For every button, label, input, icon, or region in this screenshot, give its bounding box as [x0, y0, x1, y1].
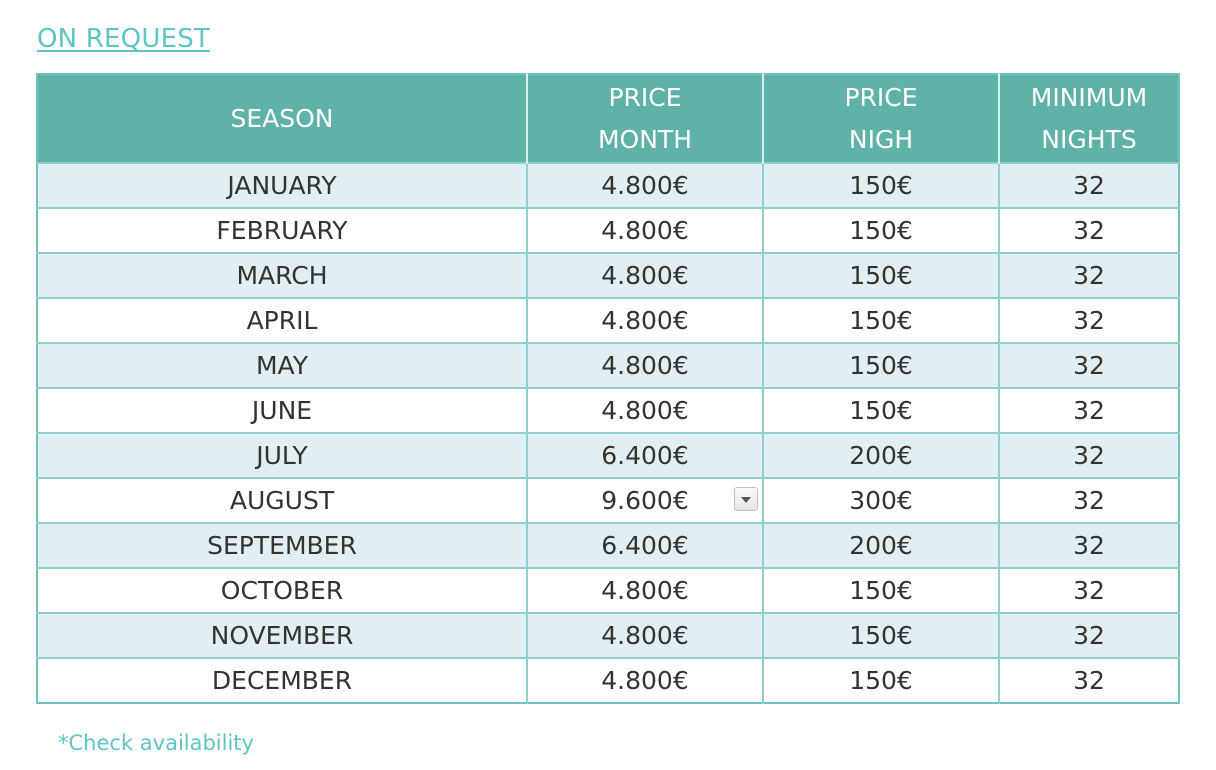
price-month-cell [527, 433, 763, 478]
season-cell [37, 163, 527, 208]
price-month-cell [527, 388, 763, 433]
price-month-cell-value: 6.400€ [601, 531, 689, 560]
price-night-cell-value: 200€ [849, 531, 913, 560]
minimum-nights-cell-value: 32 [1073, 486, 1105, 515]
price-month-cell-value: 4.800€ [601, 216, 689, 245]
minimum-nights-cell [999, 343, 1179, 388]
price-night-cell-value: 150€ [849, 306, 913, 335]
price-night-cell [763, 208, 999, 253]
season-price-table [36, 73, 1180, 704]
price-month-cell [527, 613, 763, 658]
minimum-nights-cell [999, 163, 1179, 208]
header-minimum-nights-line: NIGHTS [1041, 124, 1137, 154]
price-night-cell [763, 388, 999, 433]
price-month-cell [527, 478, 763, 523]
table-row [37, 298, 1179, 343]
price-night-cell-value: 150€ [849, 576, 913, 605]
season-cell-value: OCTOBER [220, 576, 344, 605]
minimum-nights-cell [999, 478, 1179, 523]
header-minimum-nights-line: MINIMUM [1030, 82, 1148, 112]
minimum-nights-cell-value: 32 [1073, 666, 1105, 695]
season-cell-value: JUNE [251, 396, 313, 425]
price-month-cell [527, 343, 763, 388]
price-month-cell [527, 568, 763, 613]
season-cell [37, 388, 527, 433]
season-cell [37, 253, 527, 298]
header-price-month [527, 74, 763, 163]
header-price-night-line: NIGH [848, 124, 914, 154]
season-cell-value: JULY [256, 441, 308, 470]
minimum-nights-cell-value: 32 [1073, 171, 1105, 200]
chevron-down-icon [741, 497, 751, 503]
price-night-cell [763, 433, 999, 478]
minimum-nights-cell [999, 298, 1179, 343]
price-month-cell-value: 4.800€ [601, 306, 689, 335]
season-cell [37, 298, 527, 343]
price-night-cell [763, 298, 999, 343]
price-night-cell [763, 613, 999, 658]
table-header-row [37, 74, 1179, 163]
price-month-cell-value: 4.800€ [601, 396, 689, 425]
price-month-cell-value: 4.800€ [601, 576, 689, 605]
minimum-nights-cell-value: 32 [1073, 306, 1105, 335]
header-season-line: SEASON [230, 103, 334, 133]
season-cell-value: JANUARY [227, 171, 337, 200]
minimum-nights-cell-value: 32 [1073, 576, 1105, 605]
price-month-cell-value: 4.800€ [601, 351, 689, 380]
season-cell [37, 208, 527, 253]
season-cell-value: DECEMBER [211, 666, 353, 695]
table-row [37, 568, 1179, 613]
season-cell [37, 568, 527, 613]
season-cell-value: MARCH [236, 261, 328, 290]
minimum-nights-cell [999, 658, 1179, 703]
season-cell-value: NOVEMBER [210, 621, 354, 650]
season-cell-value: FEBRUARY [216, 216, 348, 245]
price-night-cell [763, 568, 999, 613]
table-row [37, 523, 1179, 568]
season-cell-value: AUGUST [229, 486, 335, 515]
table-body [37, 163, 1179, 703]
minimum-nights-cell [999, 523, 1179, 568]
table-row [37, 163, 1179, 208]
price-night-cell-value: 150€ [849, 621, 913, 650]
price-month-cell-value: 4.800€ [601, 666, 689, 695]
price-night-cell-value: 150€ [849, 261, 913, 290]
price-month-cell [527, 658, 763, 703]
price-night-cell-value: 200€ [849, 441, 913, 470]
header-price-night-line: PRICE [844, 82, 918, 112]
season-cell [37, 343, 527, 388]
price-night-cell-value: 150€ [849, 171, 913, 200]
price-month-cell-value: 9.600€ [601, 486, 689, 515]
table-row [37, 388, 1179, 433]
price-night-cell [763, 658, 999, 703]
price-month-cell [527, 163, 763, 208]
price-night-cell-value: 150€ [849, 396, 913, 425]
table-row [37, 253, 1179, 298]
price-month-cell-value: 4.800€ [601, 171, 689, 200]
table-row [37, 208, 1179, 253]
table-row [37, 343, 1179, 388]
price-month-cell [527, 253, 763, 298]
minimum-nights-cell-value: 32 [1073, 441, 1105, 470]
price-night-cell [763, 253, 999, 298]
header-price-night [763, 74, 999, 163]
price-month-cell-value: 4.800€ [601, 621, 689, 650]
price-night-cell [763, 343, 999, 388]
price-night-cell-value: 300€ [849, 486, 913, 515]
minimum-nights-cell-value: 32 [1073, 216, 1105, 245]
minimum-nights-cell [999, 568, 1179, 613]
price-month-cell [527, 298, 763, 343]
price-night-cell-value: 150€ [849, 351, 913, 380]
season-cell-value: SEPTEMBER [207, 531, 357, 560]
table-row [37, 613, 1179, 658]
season-cell-value: APRIL [246, 306, 318, 335]
price-dropdown-button[interactable] [734, 487, 758, 511]
minimum-nights-cell-value: 32 [1073, 621, 1105, 650]
price-month-cell-value: 4.800€ [601, 261, 689, 290]
table-row [37, 658, 1179, 703]
price-night-cell [763, 163, 999, 208]
header-minimum-nights [999, 74, 1179, 163]
table-row [37, 433, 1179, 478]
table-row [37, 478, 1179, 523]
season-cell [37, 613, 527, 658]
season-cell [37, 658, 527, 703]
minimum-nights-cell [999, 253, 1179, 298]
minimum-nights-cell [999, 613, 1179, 658]
price-month-cell [527, 208, 763, 253]
season-cell [37, 478, 527, 523]
season-cell [37, 433, 527, 478]
header-season [37, 74, 527, 163]
minimum-nights-cell-value: 32 [1073, 531, 1105, 560]
minimum-nights-cell-value: 32 [1073, 351, 1105, 380]
price-month-cell [527, 523, 763, 568]
minimum-nights-cell-value: 32 [1073, 261, 1105, 290]
minimum-nights-cell [999, 388, 1179, 433]
minimum-nights-cell [999, 208, 1179, 253]
check-availability-note: *Check availability [58, 731, 254, 755]
price-night-cell-value: 150€ [849, 666, 913, 695]
price-night-cell [763, 523, 999, 568]
price-night-cell-value: 150€ [849, 216, 913, 245]
season-cell [37, 523, 527, 568]
header-price-month-line: MONTH [597, 124, 693, 154]
minimum-nights-cell-value: 32 [1073, 396, 1105, 425]
on-request-link[interactable]: ON REQUEST [37, 24, 210, 54]
price-month-cell-value: 6.400€ [601, 441, 689, 470]
minimum-nights-cell [999, 433, 1179, 478]
price-night-cell [763, 478, 999, 523]
season-cell-value: MAY [255, 351, 308, 380]
header-price-month-line: PRICE [608, 82, 682, 112]
